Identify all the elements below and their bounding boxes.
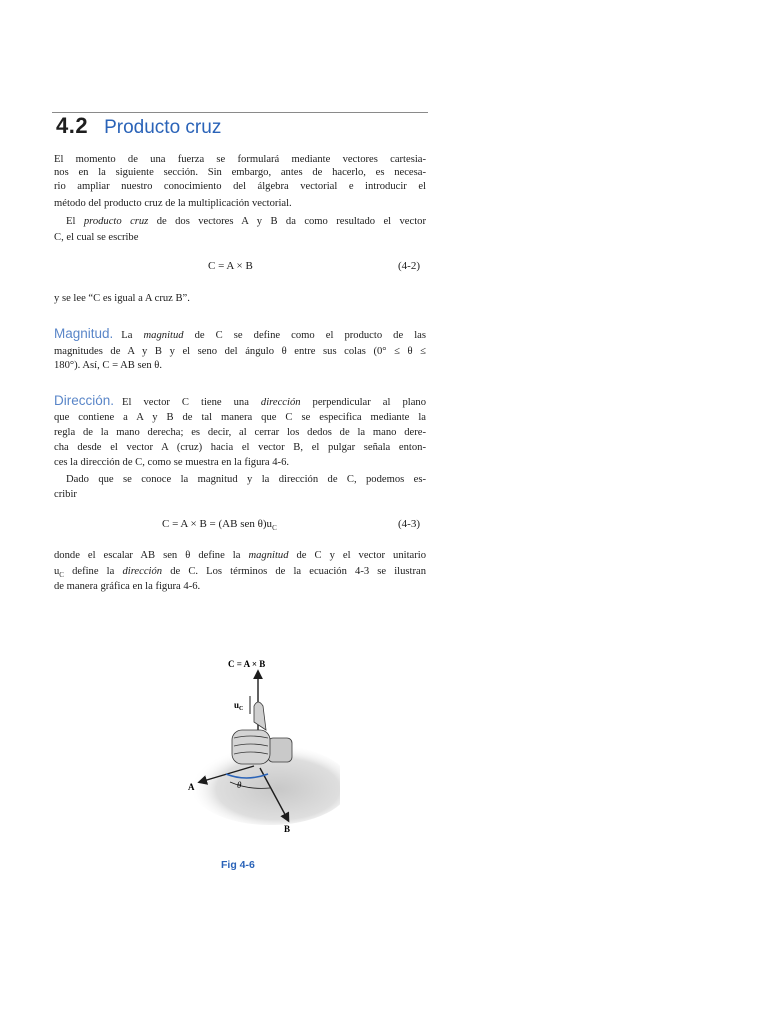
equation-4-2: C = A × B [208,260,253,272]
term-magnitude: magnitud [248,550,289,561]
magnitude-text: de C se define como el producto de las [183,330,426,341]
direction-line-1 [54,394,426,409]
intro-line-2: nos en la siguiente sección. Sin embargo, antes de hacerlo, es necesa- [54,167,426,178]
theta-label: θ [237,780,242,790]
closing-text: u [54,566,60,577]
closing-line-3: de manera gráfica en la figura 4-6. [54,581,201,592]
definition-text: El [66,216,84,227]
read-as-line: y se lee “C es igual a A cruz B”. [54,293,190,304]
figure-4-6 [170,650,340,850]
equation-4-3-number: (4-3) [398,518,420,530]
closing-text: donde el escalar AB sen θ define la [54,550,249,561]
magnitude-line-2: magnitudes de A y B y el seno del ángulo θ entre sus colas (0° ≤ θ ≤ [54,346,426,357]
closing-line-1 [54,549,426,562]
closing-subscript: C [59,571,64,580]
term-direction: dirección [260,397,301,408]
closing-text: de C. Los términos de la ecuación 4-3 se ilustran [162,566,426,577]
section-heading [56,113,221,139]
equation-4-3-subscript: C [272,524,277,533]
intro-line-4: método del producto cruz de la multiplicación vectorial. [54,198,292,209]
equation-4-2-number: (4-2) [398,260,420,272]
definition-text: de dos vectores A y B da como resultado el vector [148,216,426,227]
closing-text: define la [63,566,123,577]
direction-follow-1: Dado que se conoce la magnitud y la dirección de C, podemos es- [66,474,426,485]
direction-heading: Dirección. [54,393,115,408]
section-title: Producto cruz [104,117,222,138]
equation-4-3 [162,518,277,532]
figure-caption: Fig 4-6 [221,859,255,871]
definition-line-2: C, el cual se escribe [54,232,139,243]
equation-4-3-text: C = A × B = (AB sen θ)u [162,518,273,530]
magnitude-heading: Magnitud. [54,326,114,341]
intro-line-1: El momento de una fuerza se formulará mediante vectores cartesia- [54,154,426,165]
vector-a-label: A [188,782,195,792]
direction-line-4: cha desde el vector A (cruz) hacia el vector B, el pulgar señala enton- [54,442,426,453]
definition-line-1 [66,215,426,228]
unit-vector-u: u [234,700,240,710]
term-cross-product: producto cruz [83,216,149,227]
direction-line-5: ces la dirección de C, como se muestra en la figura 4-6. [54,457,290,468]
magnitude-line-1 [54,327,426,342]
unit-vector-label [234,700,243,712]
vector-b-label: B [284,824,291,834]
direction-text: perpendicular al plano [300,397,426,408]
term-direction: dirección [122,566,163,577]
intro-line-3: rio ampliar nuestro conocimiento del álgebra vectorial e introducir el [54,181,426,192]
magnitude-text: La [121,330,144,341]
magnitude-line-3: 180°). Así, C = AB sen θ. [54,360,162,371]
direction-text: El vector C tiene una [122,397,261,408]
term-magnitude: magnitud [143,330,184,341]
unit-vector-sub: C [239,706,244,712]
direction-line-2: que contiene a A y B de tal manera que C se especifica mediante la [54,412,426,423]
direction-line-3: regla de la mano derecha; es decir, al cerrar los dedos de la mano dere- [54,427,426,438]
direction-follow-2: cribir [54,489,77,500]
vector-c-label: C = A × B [228,659,266,669]
closing-text: de C y el vector unitario [288,550,426,561]
section-number: 4.2 [56,113,89,138]
